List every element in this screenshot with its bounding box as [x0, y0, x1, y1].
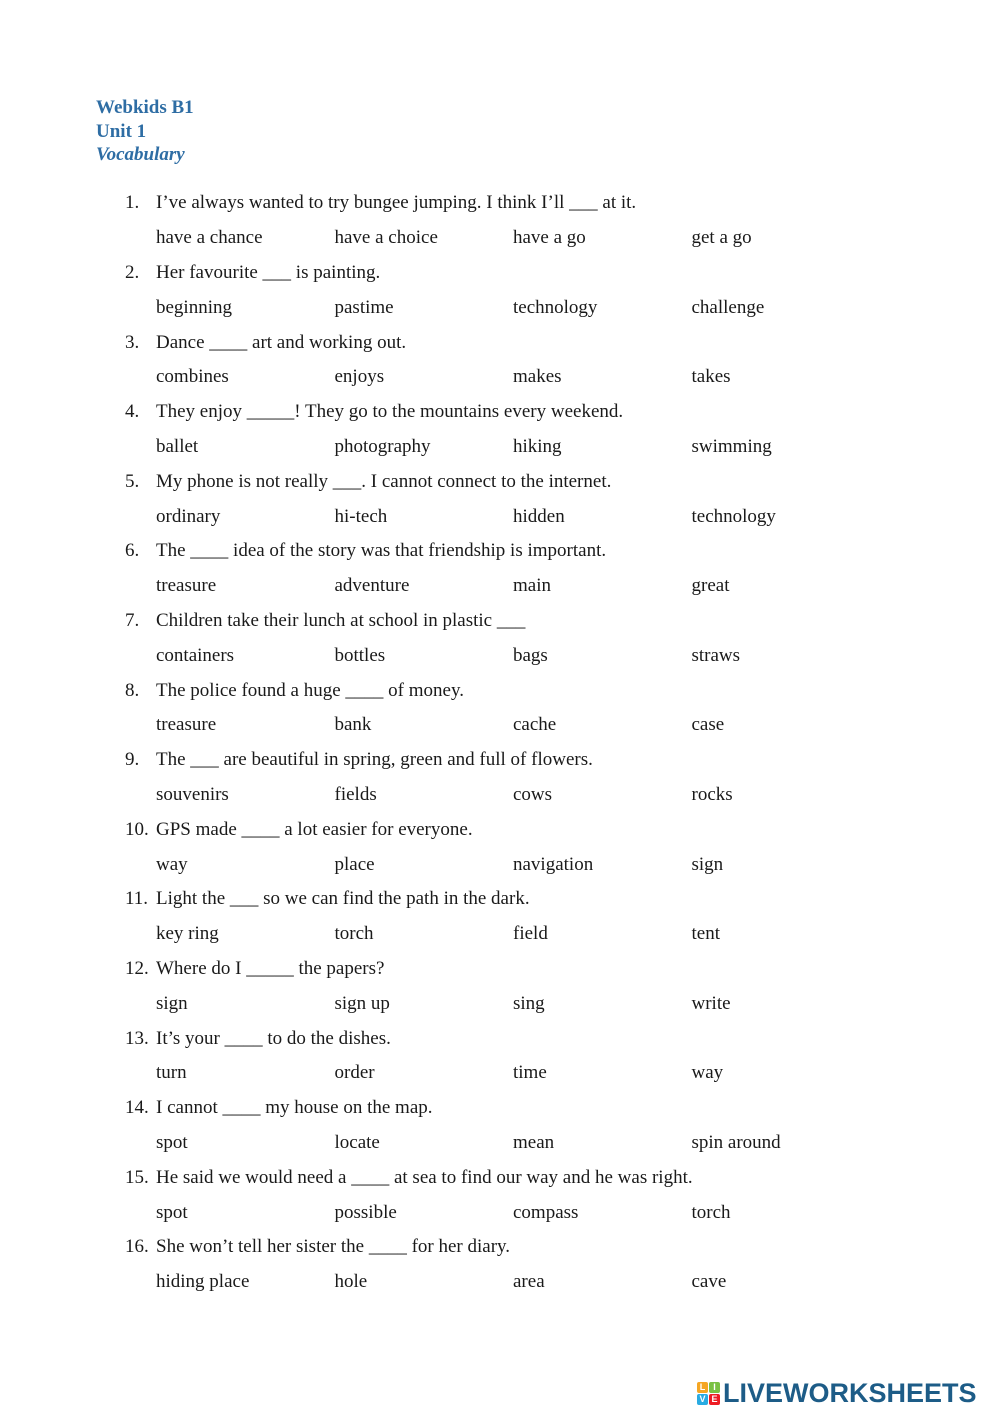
- answer-option[interactable]: spin around: [691, 1131, 781, 1153]
- question-line: [125, 673, 945, 708]
- answer-option[interactable]: have a go: [513, 227, 586, 249]
- answer-options: [125, 708, 945, 743]
- question-number: 6.: [125, 540, 140, 562]
- answer-options: [125, 290, 945, 325]
- answer-option[interactable]: place: [334, 853, 375, 875]
- question-number: 12.: [125, 957, 149, 979]
- answer-option[interactable]: write: [691, 992, 731, 1014]
- answer-option[interactable]: sign: [156, 992, 188, 1014]
- answer-option[interactable]: treasure: [156, 714, 217, 736]
- question-number: 16.: [125, 1236, 149, 1258]
- answer-options: [125, 917, 945, 952]
- question-line: [125, 534, 945, 569]
- answer-option[interactable]: bottles: [334, 644, 386, 666]
- answer-option[interactable]: sign up: [334, 992, 390, 1014]
- answer-option[interactable]: hiking: [513, 435, 562, 457]
- question-item: [125, 1091, 945, 1161]
- answer-option[interactable]: hole: [334, 1271, 368, 1293]
- answer-option[interactable]: treasure: [156, 575, 217, 597]
- question-number: 1.: [125, 192, 140, 214]
- answer-option[interactable]: rocks: [691, 783, 733, 805]
- question-text: GPS made ____ a lot easier for everyone.: [156, 818, 473, 840]
- question-item: [125, 534, 945, 604]
- answer-option[interactable]: beginning: [156, 296, 232, 318]
- answer-option[interactable]: turn: [156, 1062, 187, 1084]
- answer-option[interactable]: case: [691, 714, 725, 736]
- answer-option[interactable]: challenge: [691, 296, 765, 318]
- liveworksheets-logo-icon: [697, 1382, 720, 1405]
- answer-option[interactable]: mean: [513, 1131, 555, 1153]
- question-number: 5.: [125, 470, 140, 492]
- question-item: [125, 812, 945, 882]
- answer-option[interactable]: spot: [156, 1131, 188, 1153]
- answer-option[interactable]: ordinary: [156, 505, 221, 527]
- question-item: [125, 1021, 945, 1091]
- question-text: The police found a huge ____ of money.: [156, 679, 464, 701]
- question-text: Dance ____ art and working out.: [156, 331, 407, 353]
- question-text: Where do I _____ the papers?: [156, 957, 385, 979]
- answer-option[interactable]: hiding place: [156, 1271, 250, 1293]
- answer-options: [125, 1265, 945, 1300]
- answer-option[interactable]: locate: [334, 1131, 380, 1153]
- question-item: [125, 1230, 945, 1300]
- answer-option[interactable]: great: [691, 575, 730, 597]
- unit-title: Unit 1: [96, 120, 147, 142]
- question-number: 15.: [125, 1166, 149, 1188]
- answer-options: [125, 360, 945, 395]
- answer-options: [125, 986, 945, 1021]
- logo-mark-tile: E: [709, 1394, 720, 1405]
- question-number: 11.: [125, 888, 149, 910]
- question-number: 4.: [125, 401, 140, 423]
- answer-option[interactable]: key ring: [156, 923, 219, 945]
- question-text: The ____ idea of the story was that friendship is important.: [156, 540, 607, 562]
- answer-options: [125, 1195, 945, 1230]
- answer-option[interactable]: field: [513, 923, 548, 945]
- question-text: She won’t tell her sister the ____ for her diary.: [156, 1236, 511, 1258]
- answer-option[interactable]: have a chance: [156, 227, 263, 249]
- question-list: [125, 186, 945, 1300]
- answer-option[interactable]: technology: [513, 296, 598, 318]
- answer-option[interactable]: adventure: [334, 575, 410, 597]
- question-line: [125, 395, 945, 430]
- answer-options: [125, 499, 945, 534]
- question-item: [125, 743, 945, 813]
- question-line: [125, 882, 945, 917]
- answer-option[interactable]: cave: [691, 1271, 727, 1293]
- answer-option[interactable]: photography: [334, 435, 431, 457]
- answer-option[interactable]: technology: [691, 505, 776, 527]
- question-line: [125, 1160, 945, 1195]
- logo-mark-tile: V: [697, 1394, 708, 1405]
- answer-option[interactable]: possible: [334, 1201, 397, 1223]
- answer-option[interactable]: main: [513, 575, 551, 597]
- question-number: 14.: [125, 1097, 149, 1119]
- question-number: 7.: [125, 609, 140, 631]
- question-text: I cannot ____ my house on the map.: [156, 1097, 433, 1119]
- answer-option[interactable]: navigation: [513, 853, 594, 875]
- answer-option[interactable]: torch: [334, 923, 374, 945]
- question-line: [125, 325, 945, 360]
- question-text: Light the ___ so we can find the path in the dark.: [156, 888, 530, 910]
- answer-option[interactable]: enjoys: [334, 366, 385, 388]
- question-line: [125, 1091, 945, 1126]
- question-line: [125, 186, 945, 221]
- question-item: [125, 673, 945, 743]
- answer-options: [125, 638, 945, 673]
- answer-option[interactable]: souvenirs: [156, 783, 229, 805]
- course-title: Webkids B1: [96, 97, 194, 118]
- answer-option[interactable]: bags: [513, 644, 548, 666]
- section-subtitle: Vocabulary: [96, 144, 185, 165]
- answer-option[interactable]: area: [513, 1271, 545, 1293]
- question-text: Her favourite ___ is painting.: [156, 261, 381, 283]
- question-line: [125, 743, 945, 778]
- question-item: [125, 464, 945, 534]
- question-number: 13.: [125, 1027, 149, 1049]
- answer-option[interactable]: have a choice: [334, 227, 438, 249]
- liveworksheets-logo: [697, 1376, 977, 1410]
- answer-option[interactable]: containers: [156, 644, 235, 666]
- question-item: [125, 952, 945, 1022]
- answer-option[interactable]: compass: [513, 1201, 579, 1223]
- answer-option[interactable]: sign: [691, 853, 724, 875]
- answer-option[interactable]: combines: [156, 366, 229, 388]
- answer-options: [125, 221, 945, 256]
- question-line: [125, 604, 945, 639]
- answer-options: [125, 1056, 945, 1091]
- question-text: I’ve always wanted to try bungee jumping. I think I’ll ___ at it.: [156, 192, 637, 214]
- answer-option[interactable]: fields: [334, 783, 377, 805]
- question-number: 2.: [125, 261, 140, 283]
- answer-option[interactable]: order: [334, 1062, 375, 1084]
- question-number: 3.: [125, 331, 140, 353]
- question-item: [125, 1160, 945, 1230]
- answer-options: [125, 1126, 945, 1161]
- answer-option[interactable]: takes: [691, 366, 731, 388]
- worksheet-header: [96, 96, 194, 167]
- question-line: [125, 1021, 945, 1056]
- answer-option[interactable]: way: [691, 1062, 724, 1084]
- question-line: [125, 256, 945, 291]
- answer-option[interactable]: bank: [334, 714, 372, 736]
- answer-option[interactable]: torch: [691, 1201, 731, 1223]
- question-text: Children take their lunch at school in plastic ___: [156, 609, 526, 631]
- question-line: [125, 812, 945, 847]
- question-line: [125, 952, 945, 987]
- question-number: 10.: [125, 818, 149, 840]
- question-line: [125, 464, 945, 499]
- answer-option[interactable]: hidden: [513, 505, 565, 527]
- answer-option[interactable]: tent: [691, 923, 720, 945]
- logo-text: LIVEWORKSHEETS: [723, 1377, 977, 1408]
- question-text: He said we would need a ____ at sea to find our way and he was right.: [156, 1166, 693, 1188]
- answer-option[interactable]: spot: [156, 1201, 188, 1223]
- answer-option[interactable]: sing: [513, 992, 545, 1014]
- question-item: [125, 325, 945, 395]
- question-number: 8.: [125, 679, 140, 701]
- answer-options: [125, 847, 945, 882]
- answer-option[interactable]: way: [156, 853, 188, 875]
- answer-option[interactable]: swimming: [691, 435, 772, 457]
- question-item: [125, 256, 945, 326]
- question-number: 9.: [125, 749, 140, 771]
- answer-option[interactable]: time: [513, 1062, 547, 1084]
- answer-option[interactable]: pastime: [334, 296, 394, 318]
- answer-options: [125, 569, 945, 604]
- answer-option[interactable]: get a go: [691, 227, 752, 249]
- answer-option[interactable]: ballet: [156, 435, 199, 457]
- question-text: They enjoy _____! They go to the mountains every weekend.: [156, 401, 624, 423]
- logo-mark-tile: L: [697, 1382, 708, 1393]
- question-text: The ___ are beautiful in spring, green and full of flowers.: [156, 749, 593, 771]
- question-text: My phone is not really ___. I cannot connect to the internet.: [156, 470, 612, 492]
- answer-option[interactable]: cows: [513, 783, 553, 805]
- question-line: [125, 1230, 945, 1265]
- question-item: [125, 186, 945, 256]
- answer-option[interactable]: straws: [691, 644, 741, 666]
- question-item: [125, 882, 945, 952]
- question-item: [125, 604, 945, 674]
- answer-option[interactable]: cache: [513, 714, 557, 736]
- answer-option[interactable]: hi-tech: [334, 505, 388, 527]
- logo-mark-tile: I: [709, 1382, 720, 1393]
- answer-options: [125, 778, 945, 813]
- question-text: It’s your ____ to do the dishes.: [156, 1027, 391, 1049]
- answer-options: [125, 430, 945, 465]
- question-item: [125, 395, 945, 465]
- answer-option[interactable]: makes: [513, 366, 562, 388]
